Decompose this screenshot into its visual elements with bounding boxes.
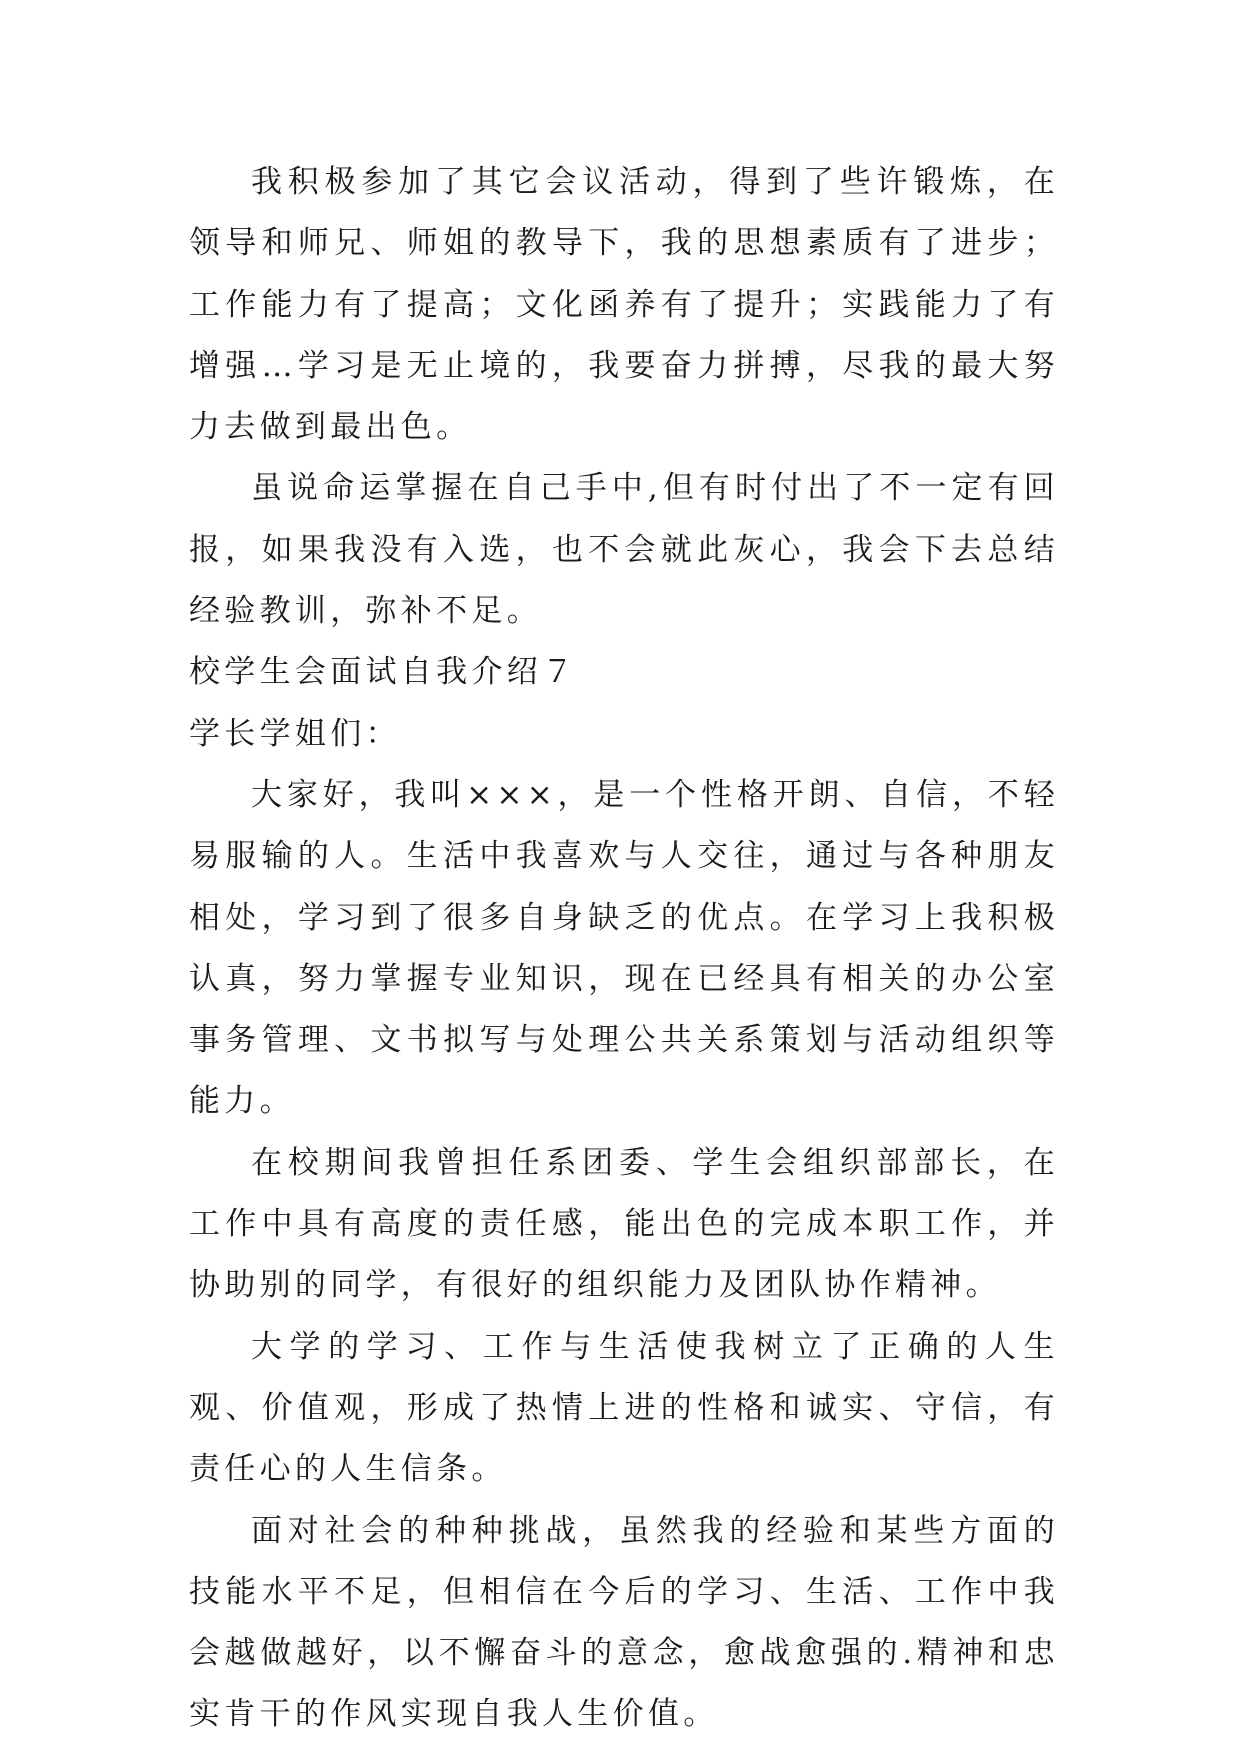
paragraph: 面对社会的种种挑战，虽然我的经验和某些方面的技能水平不足，但相信在今后的学习、生活、工作中我会越做越好，以不懈奋斗的意念，愈战愈强的.精神和忠实肯干的作风实现自我人生价值。 [189, 1512, 1059, 1733]
paragraph: 大学的学习、工作与生活使我树立了正确的人生观、价值观，形成了热情上进的性格和诚实、守信，有责任心的人生信条。 [189, 1328, 1059, 1488]
paragraph: 虽说命运掌握在自己手中,但有时付出了不一定有回报，如果我没有入选，也不会就此灰心，我会下去总结经验教训，弥补不足。 [189, 470, 1059, 630]
paragraph: 大家好，我叫×××，是一个性格开朗、自信，不轻易服输的人。生活中我喜欢与人交往，通过与各种朋友相处，学习到了很多自身缺乏的优点。在学习上我积极认真，努力掌握专业知识，现在已经具有相关的办公室事务管理、文书拟写与处理公共关系策划与活动组织等能力。 [189, 776, 1059, 1120]
paragraph: 我积极参加了其它会议活动，得到了些许锻炼，在领导和师兄、师姐的教导下，我的思想素质有了进步；工作能力有了提高；文化函养有了提升；实践能力了有增强…学习是无止境的，我要奋力拼搏，尽我的最大努力去做到最出色。 [189, 164, 1059, 446]
section-heading: 校学生会面试自我介绍７ [189, 654, 578, 691]
paragraph: 在校期间我曾担任系团委、学生会组织部部长，在工作中具有高度的责任感，能出色的完成本职工作，并协助别的同学，有很好的组织能力及团队协作精神。 [189, 1144, 1059, 1304]
document-body [189, 152, 1059, 1746]
salutation: 学长学姐们： [189, 715, 401, 752]
